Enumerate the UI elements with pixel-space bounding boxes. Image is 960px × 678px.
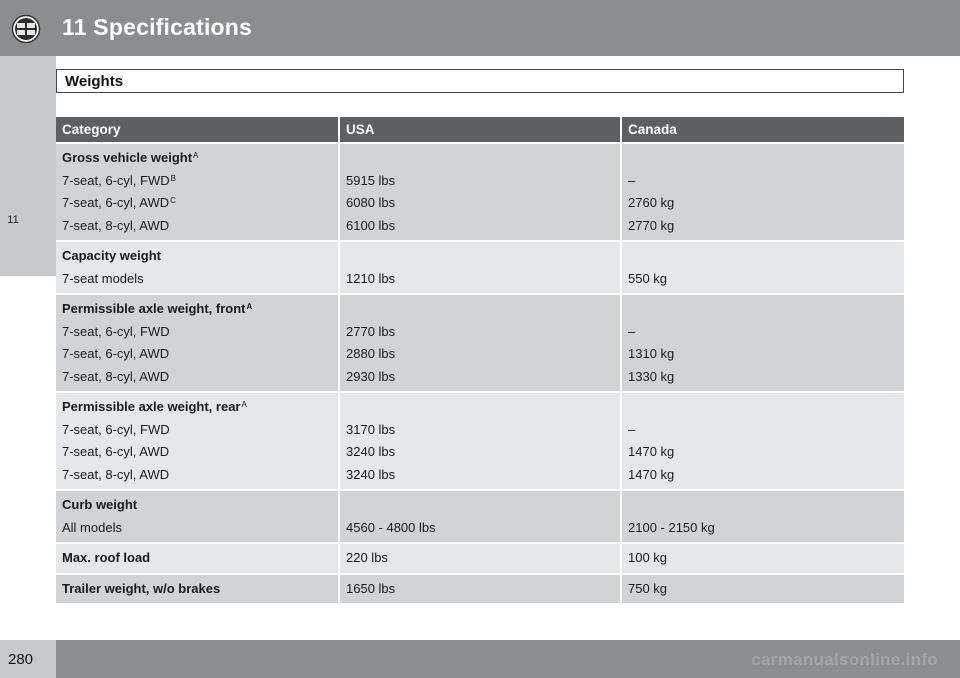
- category-cell: [56, 240, 338, 293]
- usa-value: 3240 lbs: [346, 444, 396, 459]
- category-cell: [56, 489, 338, 542]
- canada-value: 1310 kg: [628, 346, 675, 361]
- table-row: [56, 391, 904, 489]
- chapter-side-tab: [0, 56, 56, 276]
- table-row: [56, 293, 904, 391]
- item-label: [62, 419, 332, 442]
- footnote-marker: A: [241, 400, 247, 409]
- group-title-text: Curb weight: [62, 497, 138, 512]
- canada-value: 750 kg: [620, 573, 904, 604]
- table-row: [56, 142, 904, 240]
- table-row: [56, 240, 904, 293]
- canada-value: 550 kg: [628, 270, 668, 286]
- item-label: [62, 321, 332, 344]
- footnote-marker: B: [170, 173, 176, 183]
- canada-value: –: [628, 323, 636, 339]
- spacer: [628, 298, 898, 321]
- spacer: [628, 245, 898, 268]
- group-title-text: Permissible axle weight, rear: [62, 399, 241, 414]
- page-footer: [0, 640, 960, 678]
- item-label-text: 7-seat, 8-cyl, AWD: [62, 466, 170, 482]
- item-label-text: 7-seat, 8-cyl, AWD: [62, 368, 170, 384]
- usa-value: 1210 lbs: [346, 270, 396, 286]
- watermark: carmanualsonline.info: [751, 650, 938, 669]
- category-cell: [56, 142, 338, 240]
- item-label-text: 7-seat, 6-cyl, AWD: [62, 195, 170, 210]
- spacer: [346, 147, 614, 170]
- group-title-text: Gross vehicle weight: [62, 150, 193, 165]
- item-label-text: 7-seat, 6-cyl, FWD: [62, 172, 170, 188]
- section-title: Weights: [65, 73, 124, 90]
- group-title: [62, 396, 332, 419]
- usa-value: 2930 lbs: [346, 368, 396, 384]
- canada-value: 1330 kg: [628, 368, 675, 384]
- group-title-text: Permissible axle weight, front: [62, 301, 246, 316]
- header-category: Category: [56, 117, 338, 142]
- footnote-marker: A: [246, 302, 253, 311]
- canada-value: –: [628, 421, 636, 437]
- item-label: [62, 441, 332, 464]
- canada-value: 2100 - 2150 kg: [628, 519, 715, 535]
- table-row: [56, 573, 904, 604]
- usa-value: 6080 lbs: [346, 195, 396, 210]
- spacer: [346, 494, 614, 517]
- spacer: [346, 396, 614, 419]
- usa-value: 4560 - 4800 lbs: [346, 519, 436, 535]
- item-label-text: All models: [62, 519, 122, 535]
- item-label: [62, 215, 332, 238]
- usa-cell: [338, 142, 620, 240]
- page-number: 280: [8, 651, 34, 668]
- usa-value: 3240 lbs: [346, 466, 396, 482]
- item-label: [62, 268, 332, 291]
- usa-value: 2770 lbs: [346, 323, 396, 339]
- item-label: [62, 192, 332, 215]
- canada-cell: [620, 489, 904, 542]
- footer-page-tab: [0, 640, 56, 678]
- canada-value: 2770 kg: [628, 217, 675, 233]
- group-title: [62, 245, 332, 268]
- item-label-text: 7-seat, 8-cyl, AWD: [62, 217, 170, 233]
- spacer: [628, 494, 898, 517]
- item-label: [62, 366, 332, 389]
- table-row: [56, 542, 904, 573]
- group-title: [62, 298, 332, 321]
- usa-value: 2880 lbs: [346, 346, 396, 361]
- group-title: [62, 147, 332, 170]
- usa-value: 1650 lbs: [338, 573, 620, 604]
- item-label: [62, 517, 332, 540]
- spacer: [346, 298, 614, 321]
- spacer: [346, 245, 614, 268]
- header-canada: Canada: [620, 117, 904, 142]
- chapter-header: [0, 0, 960, 56]
- canada-cell: [620, 142, 904, 240]
- item-label-text: 7-seat, 6-cyl, AWD: [62, 346, 170, 361]
- group-title: Trailer weight, w/o brakes: [62, 580, 221, 596]
- usa-cell: [338, 489, 620, 542]
- spacer: [628, 147, 898, 170]
- item-label: [62, 343, 332, 366]
- weights-table: [56, 117, 904, 603]
- usa-value: 6100 lbs: [346, 217, 396, 233]
- usa-cell: [338, 293, 620, 391]
- item-label: [62, 464, 332, 487]
- group-title-text: Capacity weight: [62, 248, 161, 263]
- table-row: [56, 489, 904, 542]
- header-usa: USA: [338, 117, 620, 142]
- group-title: Max. roof load: [62, 550, 151, 565]
- group-title: [62, 494, 332, 517]
- spacer: [628, 396, 898, 419]
- canada-value: –: [628, 172, 636, 188]
- canada-value: 1470 kg: [628, 444, 675, 459]
- usa-value: 5915 lbs: [346, 172, 396, 188]
- category-cell: [56, 293, 338, 391]
- item-label-text: 7-seat, 6-cyl, AWD: [62, 444, 170, 459]
- usa-cell: [338, 391, 620, 489]
- canada-cell: [620, 391, 904, 489]
- canada-value: 1470 kg: [628, 466, 675, 482]
- section-heading-bar: [56, 69, 904, 93]
- item-label-text: 7-seat, 6-cyl, FWD: [62, 421, 170, 437]
- item-label: [62, 170, 332, 193]
- footnote-marker: C: [170, 196, 176, 205]
- footnote-marker: A: [193, 151, 199, 160]
- category-cell: [56, 542, 338, 573]
- table-header-row: [56, 117, 904, 142]
- side-tab-label: 11: [7, 214, 19, 226]
- usa-cell: [338, 240, 620, 293]
- canada-value: 100 kg: [620, 542, 904, 573]
- category-cell: [56, 573, 338, 604]
- chapter-title: 11 Specifications: [62, 14, 253, 40]
- item-label-text: 7-seat, 6-cyl, FWD: [62, 323, 170, 339]
- category-cell: [56, 391, 338, 489]
- item-label-text: 7-seat models: [62, 270, 144, 286]
- usa-value: 220 lbs: [338, 542, 620, 573]
- usa-value: 3170 lbs: [346, 421, 396, 437]
- canada-cell: [620, 293, 904, 391]
- chapter-gauge-icon: [11, 14, 41, 44]
- canada-cell: [620, 240, 904, 293]
- canada-value: 2760 kg: [628, 195, 675, 210]
